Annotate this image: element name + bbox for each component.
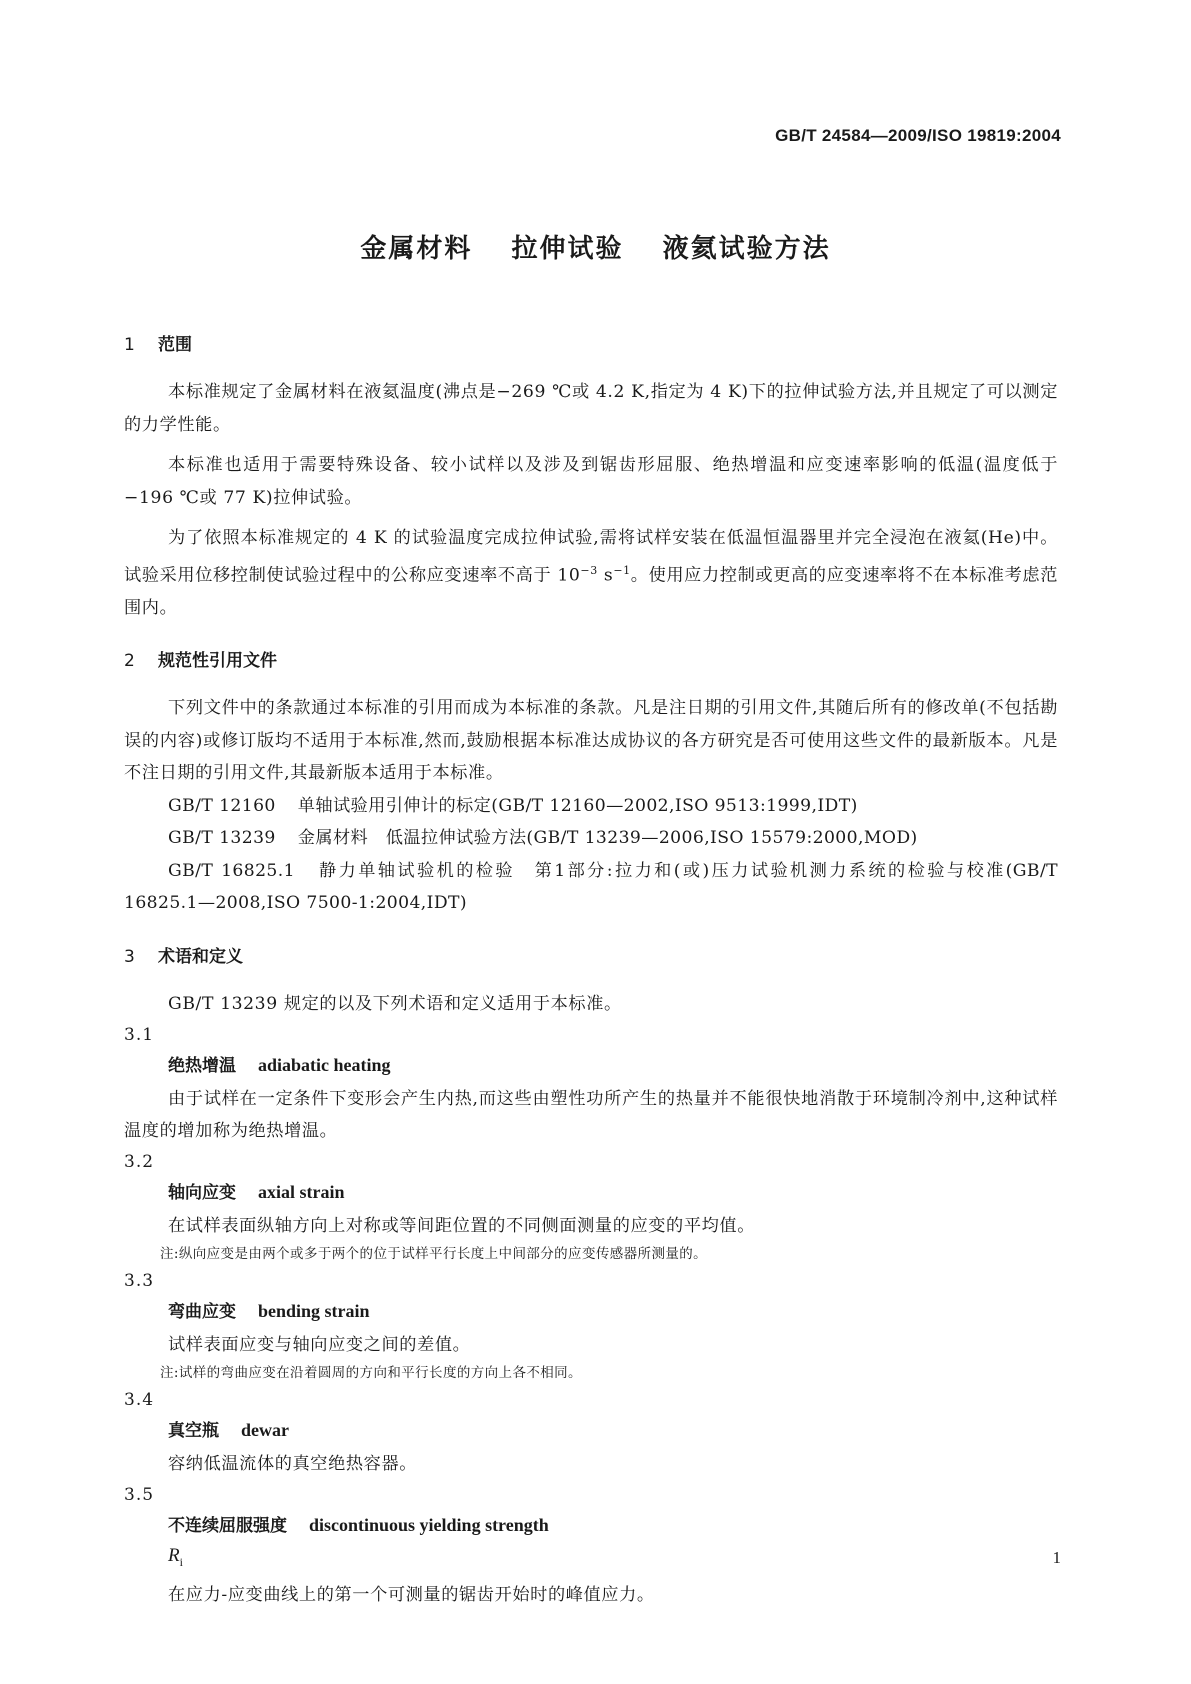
term-number: 3.2 [124,1152,155,1173]
term-zh: 轴向应变 [168,1183,236,1204]
paragraph [124,522,1058,624]
term-definition: 容纳低温流体的真空绝热容器。 [168,1454,418,1475]
section-title: 规范性引用文件 [158,651,277,672]
symbol-subscript: i [179,1555,183,1570]
text-run: 。使用应力控制或更高的应变速率将不在本标准考虑范围内。 [124,565,1058,618]
term-heading [168,1177,1058,1208]
reference-text: 金属材料 低温拉伸试验方法(GB/T 13239—2006,ISO 15579:2000,MOD) [297,828,918,849]
paragraph: 本标准也适用于需要特殊设备、较小试样以及涉及到锯齿形屈服、绝热增温和应变速率影响的低温(温度低于−196 ℃或 77 K)拉伸试验。 [124,455,1058,508]
symbol-letter: R [168,1545,180,1567]
superscript: −3 [580,563,598,577]
reference-text: 单轴试验用引伸计的标定(GB/T 12160—2002,ISO 9513:1999,IDT) [297,795,858,816]
section-number: 1 [124,335,135,355]
term-en: discontinuous yielding strength [309,1515,549,1536]
reference-text: 静力单轴试验机的检验 第1部分:拉力和(或)压力试验机测力系统的检验与校准(GB/T 16825.1—2008,ISO 7500-1:2004,IDT) [124,860,1058,914]
section-2-heading [124,644,1058,678]
title-part-3: 液氦试验方法 [662,234,831,264]
term-number: 3.5 [124,1485,155,1506]
text-run: s [597,565,614,586]
term-heading [168,1415,1058,1446]
reference-item [124,790,1058,823]
term-number: 3.4 [124,1390,155,1411]
term-en: adiabatic heating [258,1055,391,1076]
term-definition: 由于试样在一定条件下变形会产生内热,而这些由塑性功所产生的热量并不能很快地消散于环境制冷剂中,这种试样温度的增加称为绝热增温。 [124,1089,1058,1142]
reference-code: GB/T 12160 [168,795,276,816]
section-3-heading [124,940,1058,974]
term-zh: 不连续屈服强度 [168,1516,287,1537]
title-part-1: 金属材料 [360,234,473,264]
text-run: 为了依照本标准规定的 4 K 的试验温度完成拉伸试验,需将试样安装在低温恒温器里并完全浸泡在液氦(He)中。试验采用位移控制使试验过程中的公称应变速率不高于 10 [124,528,1058,586]
page-title [0,228,1191,265]
section-1-heading [124,328,1058,362]
section-number: 3 [124,946,135,967]
reference-item [124,822,1058,855]
term-heading [168,1510,1058,1541]
term-number: 3.3 [124,1271,155,1292]
term-en: dewar [241,1420,289,1441]
term-heading [168,1296,1058,1327]
term-zh: 真空瓶 [168,1421,219,1442]
paragraph: GB/T 13239 规定的以及下列术语和定义适用于本标准。 [168,993,622,1014]
term-en: axial strain [258,1182,345,1203]
term-note: 注:试样的弯曲应变在沿着圆周的方向和平行长度的方向上各不相同。 [160,1365,582,1382]
term-note: 注:纵向应变是由两个或多于两个的位于试样平行长度上中间部分的应变传感器所测量的。 [160,1246,708,1263]
reference-code: GB/T 16825.1 [168,860,295,881]
term-definition: 在应力-应变曲线上的第一个可测量的锯齿开始时的峰值应力。 [168,1585,655,1606]
paragraph: 下列文件中的条款通过本标准的引用而成为本标准的条款。凡是注日期的引用文件,其随后所有的修改单(不包括勘误的内容)或修订版均不适用于本标准,然而,鼓励根据本标准达成协议的各方研究是否可使用这些文件的最新版本。凡是不注日期的引用文件,其最新版本适用于本标准。 [124,698,1058,784]
reference-code: GB/T 13239 [168,828,276,849]
page-number: 1 [1052,1548,1061,1567]
title-part-2: 拉伸试验 [511,234,624,264]
paragraph: 本标准规定了金属材料在液氦温度(沸点是−269 ℃或 4.2 K,指定为 4 K)下的拉伸试验方法,并且规定了可以测定的力学性能。 [124,382,1058,435]
section-number: 2 [124,651,135,672]
term-zh: 绝热增温 [168,1056,236,1077]
superscript: −1 [613,563,631,577]
term-en: bending strain [258,1301,370,1322]
section-title: 术语和定义 [158,946,243,967]
section-title: 范围 [158,335,192,355]
document-body [124,328,1058,1611]
term-definition: 在试样表面纵轴方向上对称或等间距位置的不同侧面测量的应变的平均值。 [168,1216,755,1237]
term-symbol [168,1541,1058,1577]
reference-item [124,855,1058,920]
term-heading [168,1050,1058,1081]
term-number: 3.1 [124,1025,155,1046]
standard-code: GB/T 24584—2009/ISO 19819:2004 [775,126,1061,145]
term-zh: 弯曲应变 [168,1302,236,1323]
term-definition: 试样表面应变与轴向应变之间的差值。 [168,1335,471,1356]
